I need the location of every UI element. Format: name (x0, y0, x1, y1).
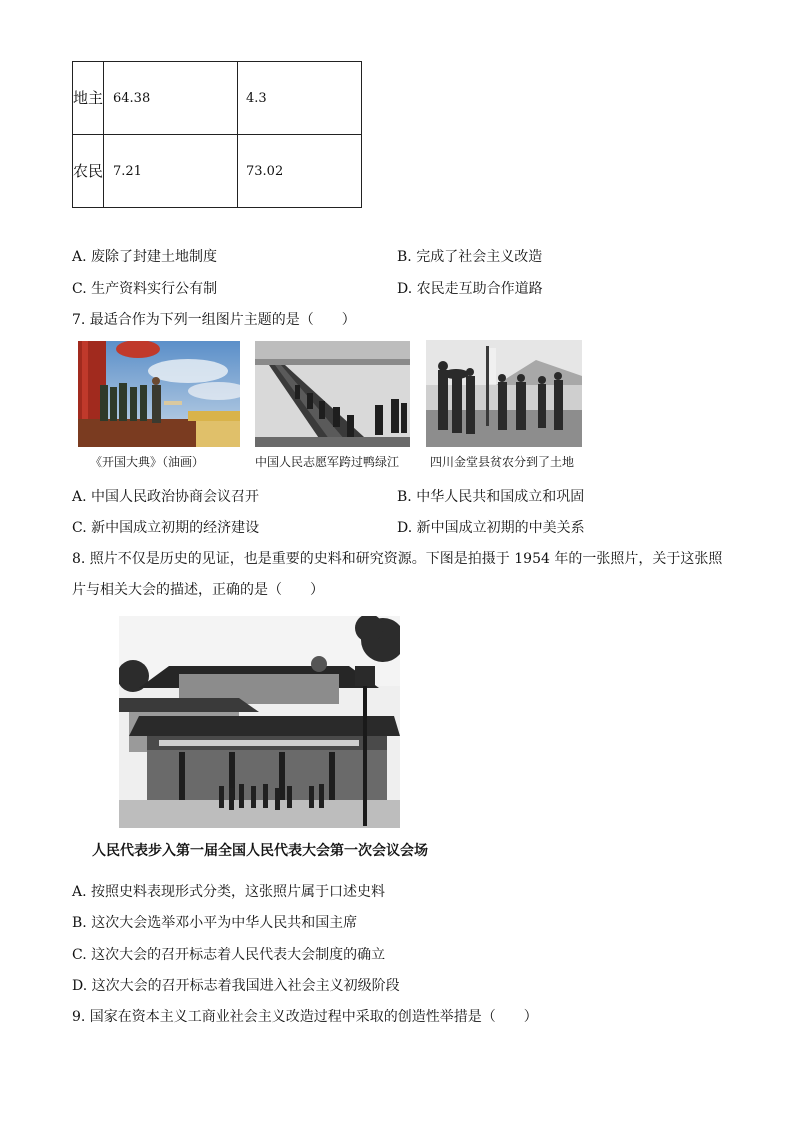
row-label-peasant: 农民 (73, 135, 104, 208)
q7-option-b: B. 中华人民共和国成立和巩固 (397, 489, 585, 505)
caption-painting: 《开国大典》（油画） (90, 455, 205, 469)
q8-stem-line1: 8. 照片不仅是历史的见证，也是重要的史料和研究资源。下图是拍摄于 1954 年的一张照片，关于这张照 (72, 551, 723, 567)
q8-option-d: D. 这次大会的召开标志着我国进入社会主义初级阶段 (72, 978, 400, 994)
congress-hall-photo (119, 616, 400, 828)
row-label-landlord: 地主 (73, 62, 104, 135)
land-table (72, 61, 362, 208)
q8-option-b: B. 这次大会选举邓小平为中华人民共和国主席 (72, 915, 358, 931)
q6-option-d: D. 农民走互助合作道路 (397, 281, 543, 297)
q8-stem-line2: 片与相关大会的描述，正确的是（ ） (72, 582, 324, 598)
founding-ceremony-painting (78, 341, 240, 447)
cell-value: 7.21 (104, 135, 238, 208)
table-row (73, 135, 362, 208)
q9-stem: 9. 国家在资本主义工商业社会主义改造过程中采取的创造性举措是（ ） (72, 1009, 538, 1025)
table-row (73, 62, 362, 135)
q8-option-c: C. 这次大会的召开标志着人民代表大会制度的确立 (72, 947, 386, 963)
q7-stem: 7. 最适合作为下列一组图片主题的是（ ） (72, 312, 356, 328)
caption-volunteer-army: 中国人民志愿军跨过鸭绿江 (255, 455, 400, 469)
q7-option-d: D. 新中国成立初期的中美关系 (397, 520, 585, 536)
cell-value: 64.38 (104, 62, 238, 135)
congress-photo-caption: 人民代表步入第一届全国人民代表大会第一次会议会场 (92, 843, 428, 859)
volunteer-army-photo (255, 341, 410, 447)
q7-option-c: C. 新中国成立初期的经济建设 (72, 520, 260, 536)
caption-peasants: 四川金堂县贫农分到了土地 (430, 455, 575, 469)
q6-option-b: B. 完成了社会主义改造 (397, 249, 543, 265)
q6-option-a: A. 废除了封建土地制度 (72, 249, 218, 265)
cell-value: 73.02 (238, 135, 362, 208)
q6-option-c: C. 生产资料实行公有制 (72, 281, 218, 297)
cell-value: 4.3 (238, 62, 362, 135)
q8-option-a: A. 按照史料表现形式分类，这张照片属于口述史料 (72, 884, 386, 900)
peasants-land-photo (426, 340, 582, 447)
q7-option-a: A. 中国人民政治协商会议召开 (72, 489, 260, 505)
